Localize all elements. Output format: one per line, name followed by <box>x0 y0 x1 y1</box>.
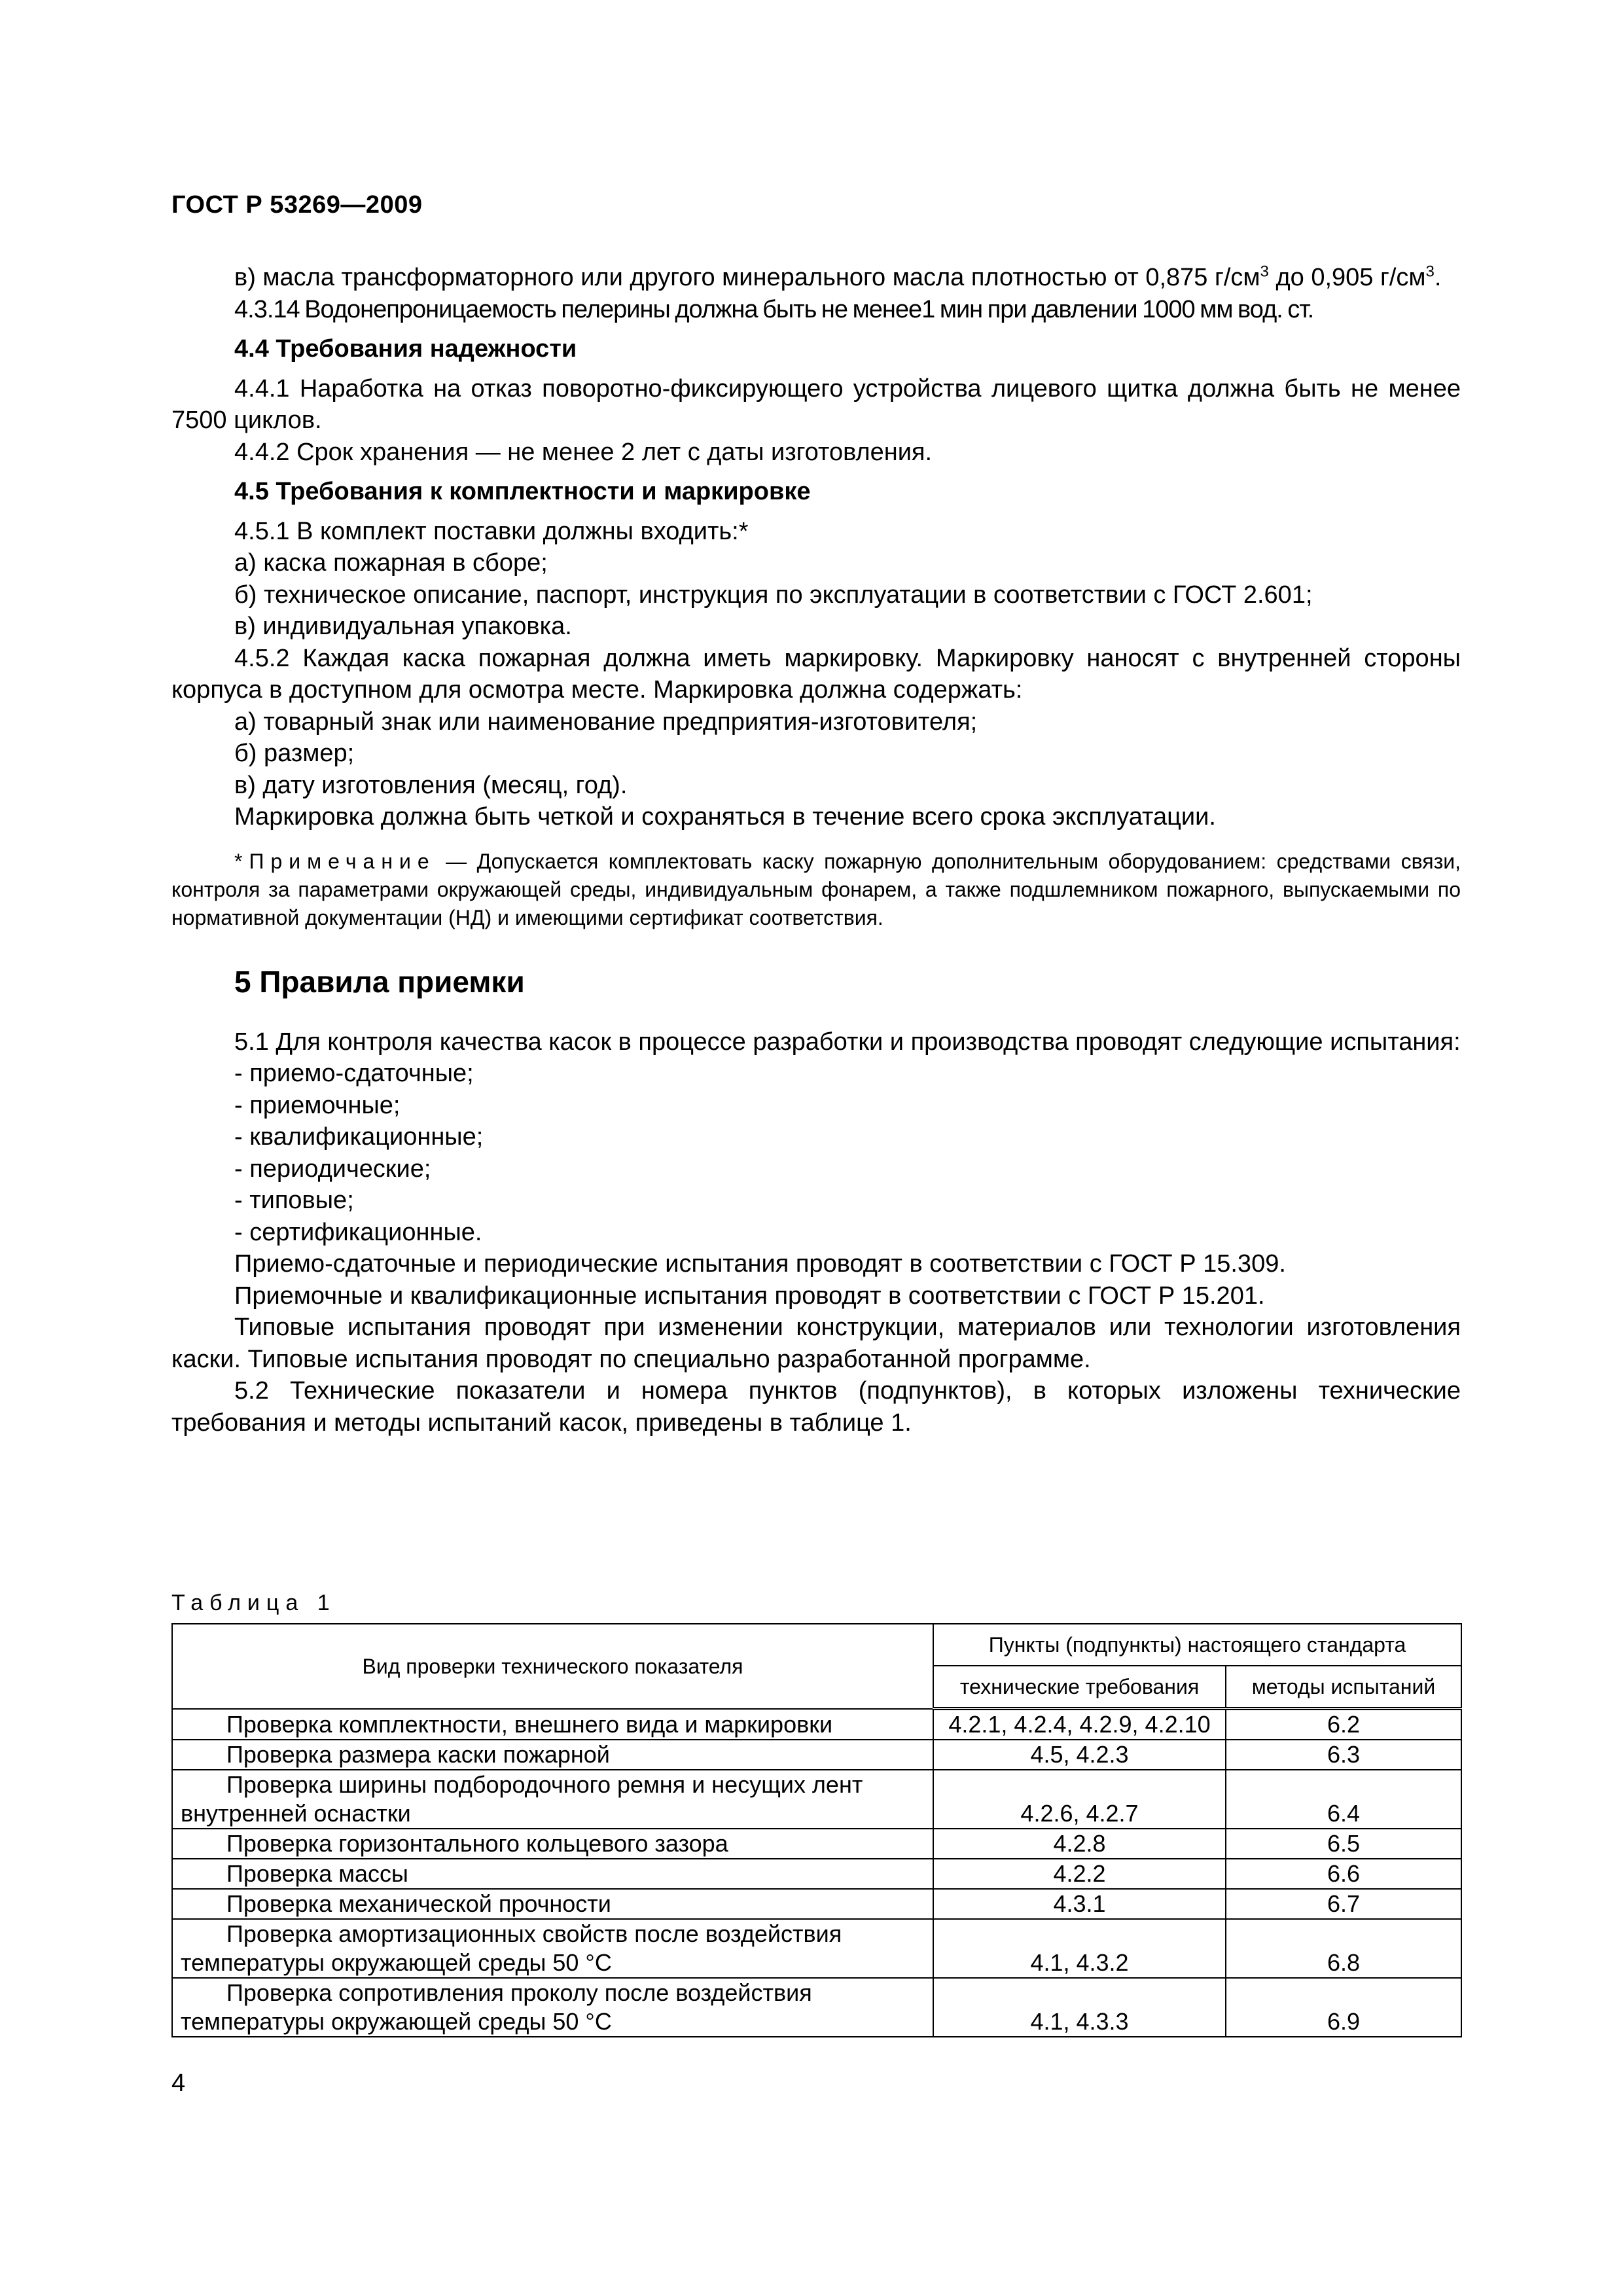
paragraph-oil-text-b: до 0,905 г/см <box>1275 264 1426 291</box>
table-row <box>172 1889 1461 1919</box>
paragraph-4-4-2: 4.4.2 Срок хранения — не менее 2 лет с даты изготовления. <box>234 438 933 466</box>
paragraph-5-1-b: Приемочные и квалификационные испытания проводят в соответствии с ГОСТ Р 15.201. <box>234 1282 1265 1310</box>
table-row <box>172 1859 1461 1889</box>
footnote <box>171 848 1461 932</box>
cell-method: 6.3 <box>1226 1740 1461 1770</box>
cell-check: Проверка амортизационных свойств после воздействия температуры окружающей среды 50 °С <box>172 1919 933 1978</box>
cell-check: Проверка массы <box>172 1859 933 1889</box>
standard-header: ГОСТ Р 53269—2009 <box>171 191 423 219</box>
cell-method: 6.7 <box>1226 1889 1461 1919</box>
cell-requirements: 4.2.6, 4.2.7 <box>933 1770 1226 1829</box>
cell-requirements: 4.2.8 <box>933 1829 1226 1859</box>
list-item: б) размер; <box>234 740 355 767</box>
list-item: - приемочные; <box>234 1091 401 1119</box>
paragraph-5-1-c: Типовые испытания проводят при изменении конструкции, материалов или технологии изготовления каски. Типовые испытания проводят по специально разработанной программе. <box>171 1314 1461 1373</box>
header-check-type: Вид проверки технического показателя <box>172 1624 933 1709</box>
cell-requirements: 4.2.2 <box>933 1859 1226 1889</box>
paragraph-5-2: 5.2 Технические показатели и номера пунктов (подпунктов), в которых изложены технические требования и методы испытаний касок, приведены в таблице 1. <box>171 1377 1461 1437</box>
list-item: Маркировка должна быть четкой и сохраняться в течение всего срока эксплуатации. <box>234 803 1216 831</box>
table-row <box>172 1919 1461 1978</box>
list-item: б) техническое описание, паспорт, инструкция по эксплуатации в соответствии с ГОСТ 2.601; <box>234 581 1313 609</box>
cell-check: Проверка комплектности, внешнего вида и маркировки <box>172 1709 933 1740</box>
list-item: - квалификационные; <box>234 1123 484 1151</box>
superscript: 3 <box>1260 262 1269 281</box>
superscript: 3 <box>1425 262 1435 281</box>
paragraph-5-1: 5.1 Для контроля качества касок в процессе разработки и производства проводят следующие испытания: <box>234 1028 1461 1056</box>
cell-method: 6.8 <box>1226 1919 1461 1978</box>
cell-requirements: 4.3.1 <box>933 1889 1226 1919</box>
cell-requirements: 4.1, 4.3.2 <box>933 1919 1226 1978</box>
note-text: — Допускается комплектовать каску пожарную дополнительным оборудованием: средствами связи, контроля за параметрами окружающей среды, индивидуальным фонарем, а также подшлемником пожарного, выпускаемыми по нормативной документации (НД) и имеющими сертификат соответствия. <box>171 849 1461 929</box>
table-row <box>172 1770 1461 1829</box>
heading-4-4: 4.4 Требования надежности <box>234 335 577 363</box>
table-row <box>172 1709 1461 1740</box>
list-item: - сертификационные. <box>234 1218 482 1246</box>
cell-check: Проверка сопротивления проколу после воздействия температуры окружающей среды 50 °С <box>172 1978 933 2037</box>
cell-check: Проверка ширины подбородочного ремня и несущих лент внутренней оснастки <box>172 1770 933 1829</box>
cell-method: 6.2 <box>1226 1709 1461 1740</box>
requirements-table <box>171 1623 1462 2037</box>
table-row <box>172 1829 1461 1859</box>
list-item: - периодические; <box>234 1155 431 1183</box>
paragraph-oil-end: . <box>1434 264 1442 291</box>
paragraph-4-4-1: 4.4.1 Наработка на отказ поворотно-фиксирующего устройства лицевого щитка должна быть не менее 7500 циклов. <box>171 374 1461 434</box>
table-row <box>172 1978 1461 2037</box>
cell-check: Проверка размера каски пожарной <box>172 1740 933 1770</box>
header-standard-clauses: Пункты (подпункты) настоящего стандарта <box>933 1624 1461 1666</box>
cell-requirements: 4.5, 4.2.3 <box>933 1740 1226 1770</box>
list-item: в) дату изготовления (месяц, год). <box>234 771 628 799</box>
cell-requirements: 4.1, 4.3.3 <box>933 1978 1226 2037</box>
table-caption: Таблица 1 <box>171 1590 336 1615</box>
list-item: а) товарный знак или наименование предприятия-изготовителя; <box>234 708 978 736</box>
list-item: а) каска пожарная в сборе; <box>234 549 548 577</box>
cell-method: 6.6 <box>1226 1859 1461 1889</box>
cell-method: 6.5 <box>1226 1829 1461 1859</box>
document-body <box>171 262 1461 1439</box>
cell-method: 6.9 <box>1226 1978 1461 2037</box>
list-item: - типовые; <box>234 1187 354 1214</box>
heading-section-5: 5 Правила приемки <box>234 964 525 999</box>
table-row <box>172 1740 1461 1770</box>
list-item: в) индивидуальная упаковка. <box>234 613 572 640</box>
header-test-methods: методы испытаний <box>1226 1666 1461 1709</box>
paragraph-4-5-2: 4.5.2 Каждая каска пожарная должна иметь маркировку. Маркировку наносят с внутренней стороны корпуса в доступном для осмотра месте. Маркировка должна содержать: <box>171 644 1461 704</box>
header-tech-requirements: технические требования <box>933 1666 1226 1709</box>
cell-requirements: 4.2.1, 4.2.4, 4.2.9, 4.2.10 <box>933 1709 1226 1740</box>
paragraph-4-3-14: 4.3.14 Водонепроницаемость пелерины должна быть не менее1 мин при давлении 1000 мм вод. ст. <box>234 295 1314 323</box>
note-label: *Примечание <box>234 849 436 873</box>
cell-check: Проверка горизонтального кольцевого зазора <box>172 1829 933 1859</box>
paragraph-5-1-a: Приемо-сдаточные и периодические испытания проводят в соответствии с ГОСТ Р 15.309. <box>234 1250 1286 1278</box>
paragraph-oil <box>171 262 1461 294</box>
list-item: - приемо-сдаточные; <box>234 1060 474 1087</box>
heading-4-5: 4.5 Требования к комплектности и маркировке <box>234 478 811 505</box>
paragraph-oil-text-a: в) масла трансформаторного или другого минерального масла плотностью от 0,875 г/см <box>234 264 1260 291</box>
cell-check: Проверка механической прочности <box>172 1889 933 1919</box>
cell-method: 6.4 <box>1226 1770 1461 1829</box>
page-number: 4 <box>171 2070 186 2097</box>
paragraph-4-5-1: 4.5.1 В комплект поставки должны входить:* <box>234 517 749 545</box>
